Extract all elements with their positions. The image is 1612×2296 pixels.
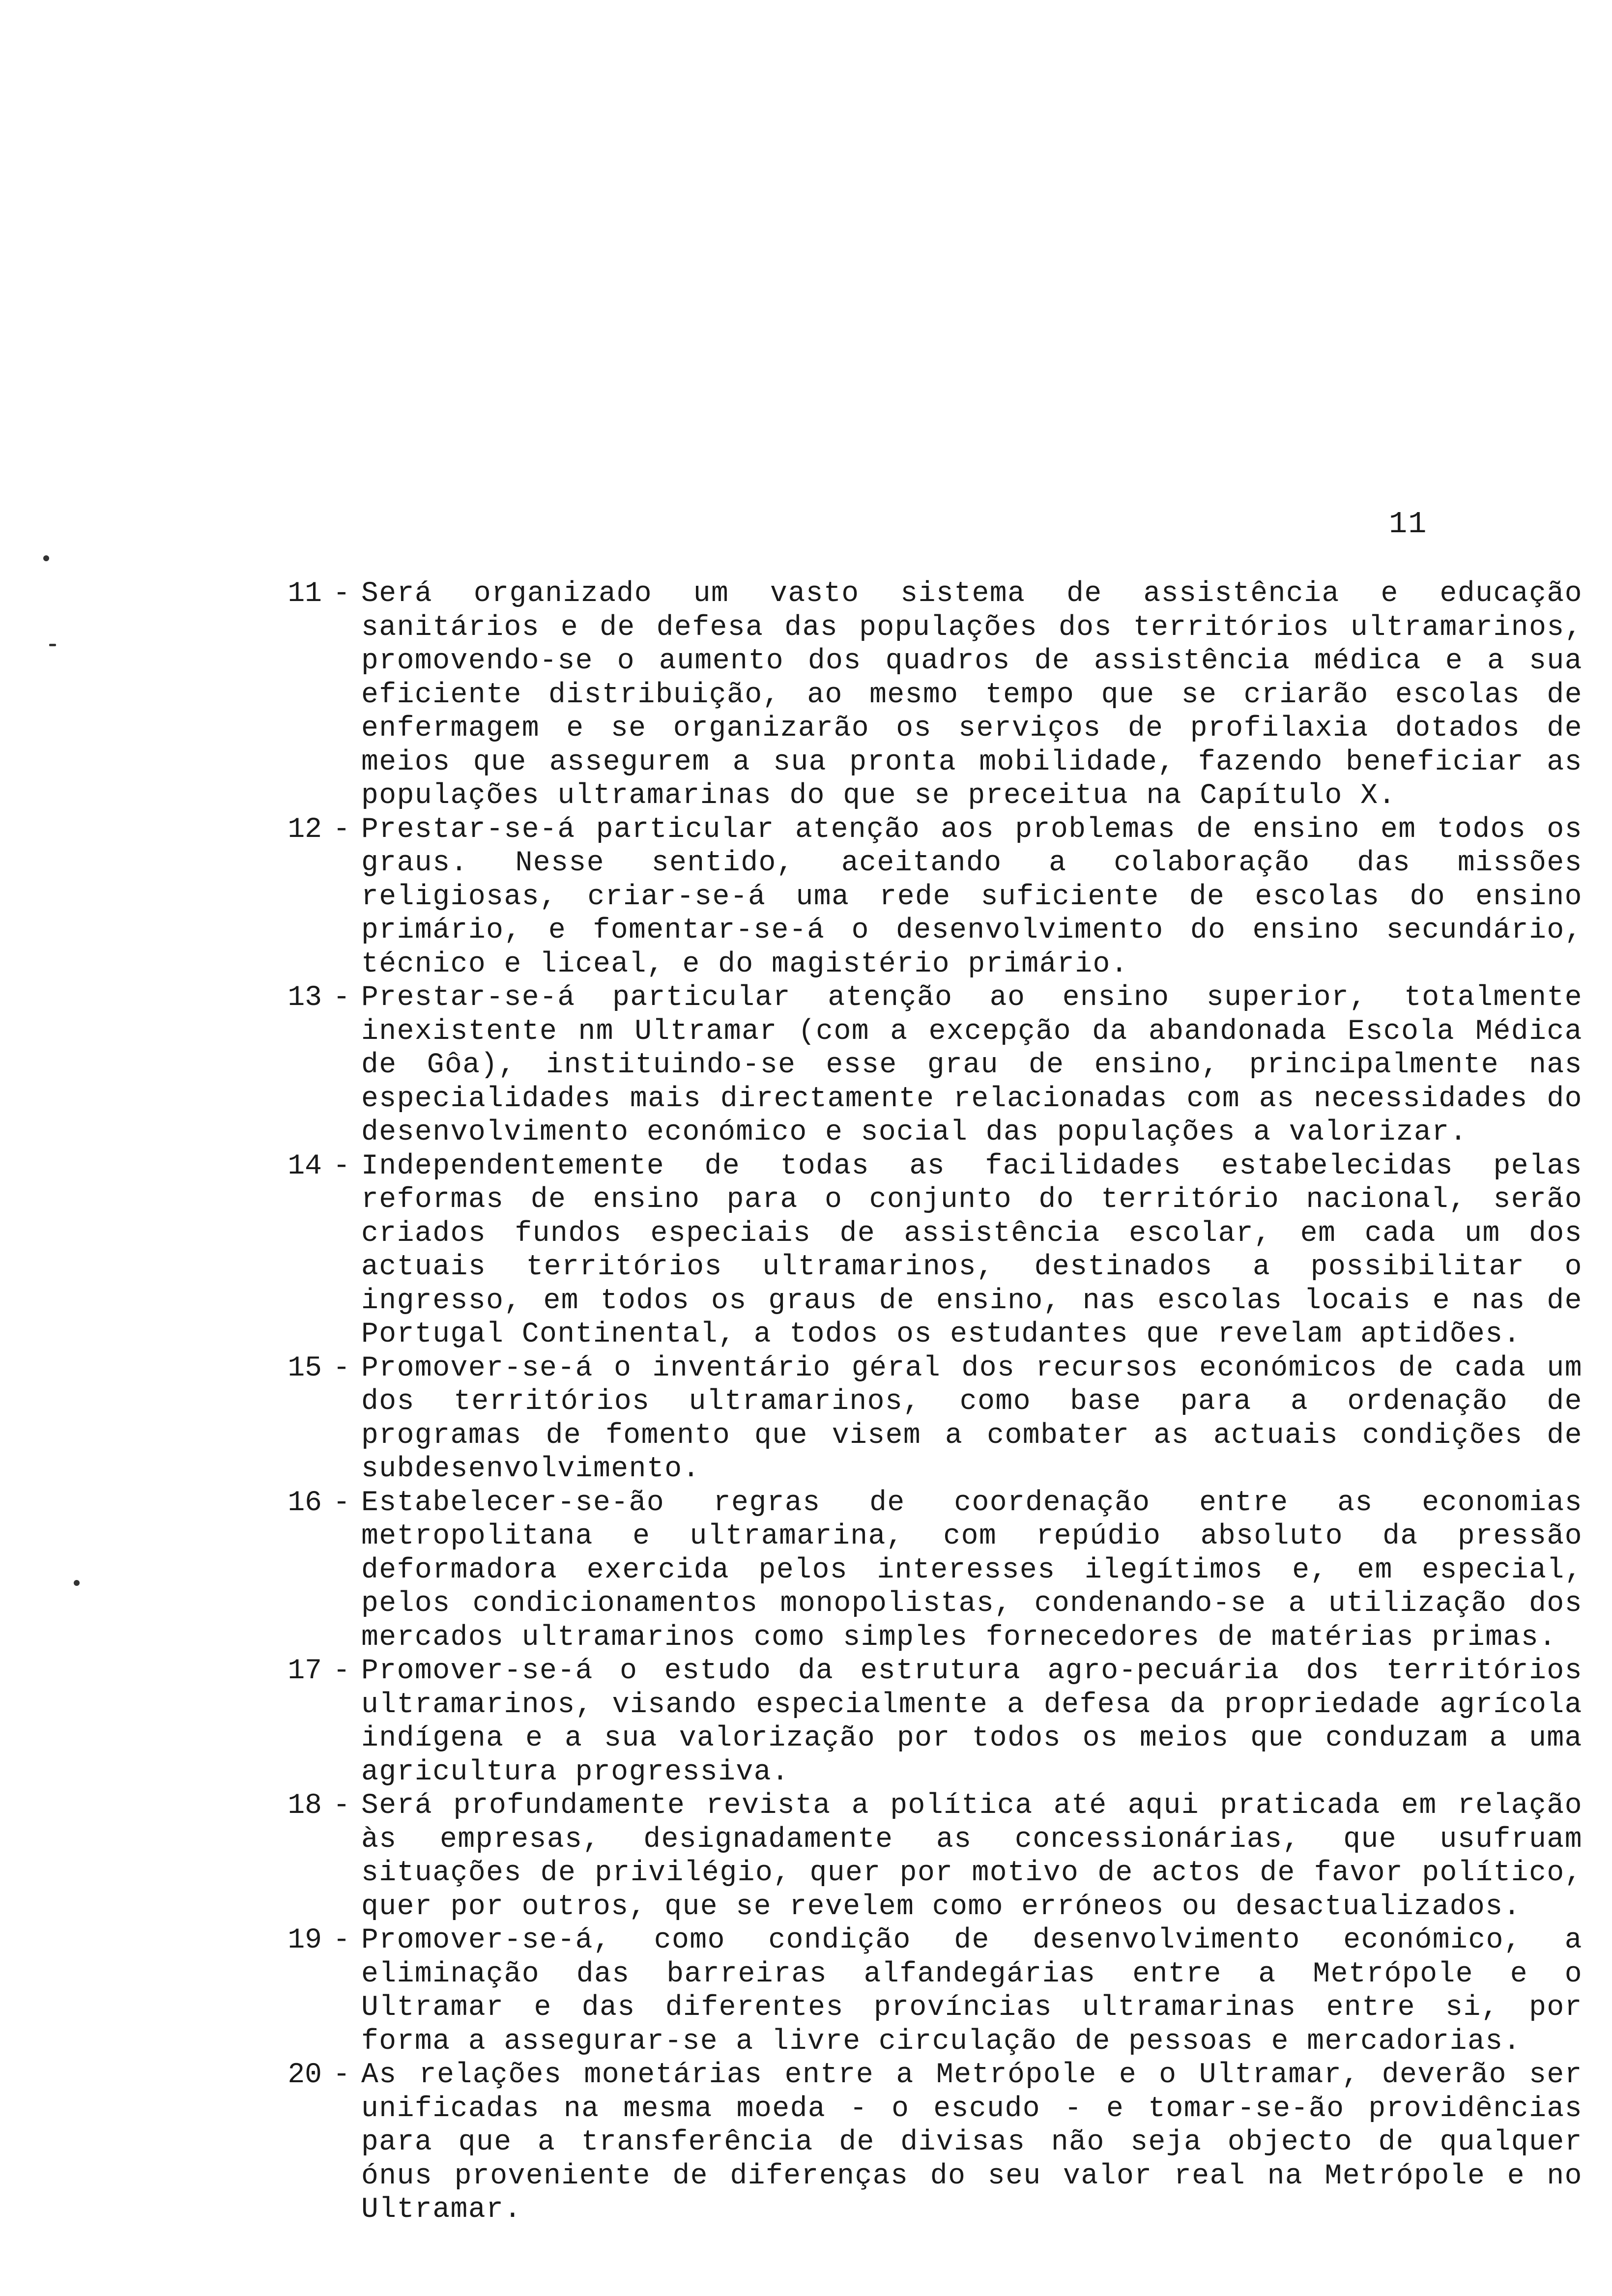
item-separator: - bbox=[333, 2059, 350, 2091]
item-number: 15 bbox=[288, 1352, 322, 1384]
item-text: Promover-se-á o estudo da estrutura agro-pecuária dos territórios ultramarinos, visando especialmente a defesa da propriedade agrícola indígena e a sua valorização por todos os meios que conduzam a uma agricultura progressiva. bbox=[361, 1655, 1583, 1788]
list-item bbox=[216, 1487, 1583, 1655]
list-item bbox=[216, 1352, 1583, 1487]
item-number: 20 bbox=[288, 2059, 322, 2091]
item-separator: - bbox=[333, 1150, 350, 1182]
margin-mark bbox=[43, 555, 49, 561]
margin-mark bbox=[49, 644, 56, 646]
item-separator: - bbox=[333, 1487, 350, 1519]
list-item bbox=[216, 1655, 1583, 1789]
item-separator: - bbox=[333, 578, 350, 610]
item-text: Será organizado um vasto sistema de assistência e educação sanitários e de defesa das populações dos territórios ultramarinos, promovendo-se o aumento dos quadros de assistência médica e a sua eficiente distribuição, ao mesmo tempo que se criarão escolas de enfermagem e se organizarão os serviços de profilaxia dotados de meios que assegurem a sua pronta mobilidade, fazendo beneficiar as populações ultramarinas do que se preceitua na Capítulo X. bbox=[361, 578, 1583, 812]
item-text: Prestar-se-á particular atenção ao ensino superior, totalmente inexistente nm Ultramar (com a excepção da abandonada Escola Médica de Gôa), instituindo-se esse grau de ensino, principalmente nas especialidades mais directamente relacionadas com as necessidades do desenvolvimento económico e social das populações a valorizar. bbox=[361, 982, 1583, 1148]
item-number: 14 bbox=[288, 1150, 322, 1182]
list-item bbox=[216, 981, 1583, 1150]
item-number: 16 bbox=[288, 1487, 322, 1519]
list-item bbox=[216, 577, 1583, 813]
item-number: 19 bbox=[288, 1924, 322, 1956]
list-item bbox=[216, 813, 1583, 982]
item-text: Promover-se-á, como condição de desenvolvimento económico, a eliminação das barreiras alfandegárias entre a Metrópole e o Ultramar e das diferentes províncias ultramarinas entre si, por forma a assegurar-se a livre circulação de pessoas e mercadorias. bbox=[361, 1924, 1583, 2058]
item-number: 11 bbox=[288, 578, 322, 610]
item-separator: - bbox=[333, 1352, 350, 1384]
item-separator: - bbox=[333, 813, 350, 846]
item-number: 13 bbox=[288, 982, 322, 1014]
item-text: Promover-se-á o inventário géral dos recursos económicos de cada um dos territórios ultramarinos, como base para a ordenação de programas de fomento que visem a combater as actuais condições de subdesenvolvimento. bbox=[361, 1352, 1583, 1485]
item-separator: - bbox=[333, 1924, 350, 1956]
item-separator: - bbox=[333, 1790, 350, 1822]
item-text: Prestar-se-á particular atenção aos problemas de ensino em todos os graus. Nesse sentido, aceitando a colaboração das missões religiosas, criar-se-á uma rede suficiente de escolas do ensino primário, e fomentar-se-á o desenvolvimento do ensino secundário, técnico e liceal, e do magistério primário. bbox=[361, 813, 1583, 980]
item-number: 17 bbox=[288, 1655, 322, 1687]
item-number: 18 bbox=[288, 1790, 322, 1822]
item-text: As relações monetárias entre a Metrópole e o Ultramar, deverão ser unificadas na mesma moeda - o escudo - e tomar-se-ão providências para que a transferência de divisas não seja objecto de qualquer ónus proveniente de diferenças do seu valor real na Metrópole e no Ultramar. bbox=[361, 2059, 1583, 2226]
item-separator: - bbox=[333, 1655, 350, 1687]
list-item bbox=[216, 1924, 1583, 2059]
item-text: Estabelecer-se-ão regras de coordenação entre as economias metropolitana e ultramarina, com repúdio absoluto da pressão deformadora exercida pelos interesses ilegítimos e, em especial, pelos condicionamentos monopolistas, condenando-se a utilização dos mercados ultramarinos como simples fornecedores de matérias primas. bbox=[361, 1487, 1583, 1654]
item-text: Será profundamente revista a política até aqui praticada em relação às empresas, designadamente as concessionárias, que usufruam situações de privilégio, quer por motivo de actos de favor político, quer por outros, que se revelem como erróneos ou desactualizados. bbox=[361, 1790, 1583, 1923]
item-separator: - bbox=[333, 982, 350, 1014]
numbered-list bbox=[216, 577, 1583, 2227]
page-number: 11 bbox=[1389, 507, 1428, 542]
list-item bbox=[216, 1789, 1583, 1924]
margin-mark bbox=[74, 1580, 80, 1586]
item-number: 12 bbox=[288, 813, 322, 846]
item-text: Independentemente de todas as facilidades estabelecidas pelas reformas de ensino para o conjunto do território nacional, serão criados fundos especiais de assistência escolar, em cada um dos actuais territórios ultramarinos, destinados a possibilitar o ingresso, em todos os graus de ensino, nas escolas locais e nas de Portugal Continental, a todos os estudantes que revelam aptidões. bbox=[361, 1150, 1583, 1350]
list-item bbox=[216, 1150, 1583, 1352]
list-item bbox=[216, 2059, 1583, 2227]
